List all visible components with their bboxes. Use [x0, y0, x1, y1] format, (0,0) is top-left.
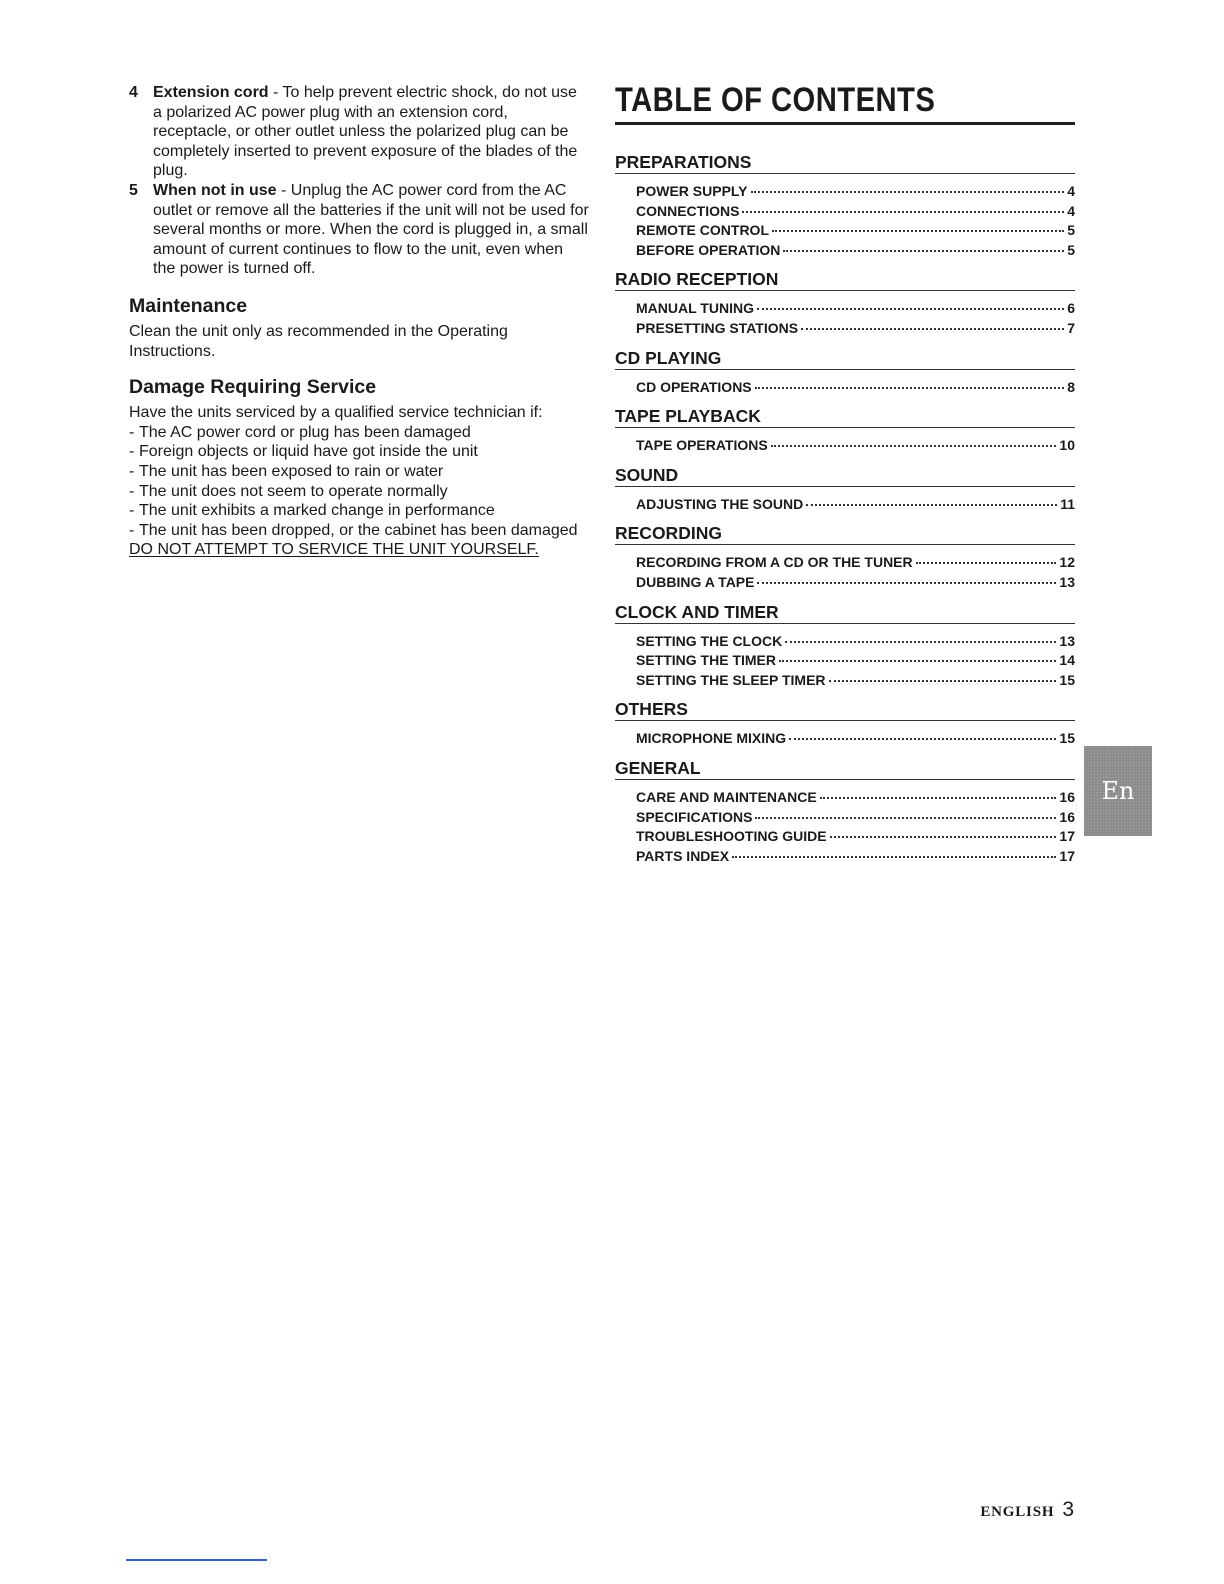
toc-entry-page: 13: [1059, 573, 1075, 590]
toc-entry: [636, 553, 1075, 573]
damage-heading: Damage Requiring Service: [129, 376, 377, 399]
toc-entry-list: [636, 378, 1075, 398]
toc-entry: [636, 436, 1075, 456]
toc-entry-page: 8: [1067, 378, 1075, 395]
toc-entry: [636, 788, 1075, 808]
toc-entry-label: TROUBLESHOOTING GUIDE: [636, 828, 827, 845]
toc-entry-page: 15: [1059, 671, 1075, 688]
dot-leader: [732, 856, 1056, 858]
toc-entry-list: [636, 299, 1075, 338]
toc-entry-page: 14: [1059, 652, 1075, 669]
toc-section-heading: TAPE PLAYBACK: [615, 405, 1075, 428]
toc-entry-page: 6: [1067, 300, 1075, 317]
dot-leader: [820, 797, 1057, 799]
toc-entry: [636, 182, 1075, 202]
toc-entry-label: RECORDING FROM A CD OR THE TUNER: [636, 554, 913, 571]
toc-entry-label: SPECIFICATIONS: [636, 808, 753, 825]
dot-leader: [779, 660, 1056, 662]
toc-entry: [636, 299, 1075, 319]
toc-title: TABLE OF CONTENTS: [615, 81, 936, 119]
toc-entry: [636, 847, 1075, 867]
toc-section: [615, 757, 1075, 866]
item-number: 5: [129, 181, 138, 199]
dot-leader: [801, 328, 1064, 330]
toc-entry-label: MICROPHONE MIXING: [636, 730, 787, 747]
dot-leader: [916, 562, 1057, 564]
toc-entry: [636, 221, 1075, 241]
toc-entry-label: BEFORE OPERATION: [636, 241, 781, 258]
toc-entry-page: 7: [1067, 319, 1075, 336]
toc-entry-page: 5: [1067, 222, 1075, 239]
toc-entry-label: REMOTE CONTROL: [636, 222, 769, 239]
toc-entry-page: 17: [1059, 828, 1075, 845]
toc-entry-list: [636, 632, 1075, 691]
toc-entry: [636, 729, 1075, 749]
list-item: - The unit exhibits a marked change in performance: [129, 501, 589, 521]
damage-intro: Have the units serviced by a qualified service technician if:: [129, 404, 543, 422]
toc-entry-page: 11: [1060, 495, 1075, 512]
toc-entry: [636, 651, 1075, 671]
toc-entry-list: [636, 729, 1075, 749]
toc-entry-page: 4: [1067, 183, 1075, 199]
dot-leader: [830, 836, 1057, 838]
toc-entry-list: [636, 436, 1075, 456]
item-term: Extension cord: [153, 84, 269, 101]
dot-leader: [772, 230, 1064, 232]
toc-section: [615, 347, 1075, 398]
safety-item-extension-cord: [129, 83, 589, 181]
toc-section-heading: CLOCK AND TIMER: [615, 601, 1075, 624]
toc-entry-label: CD OPERATIONS: [636, 378, 752, 395]
toc-entry: [636, 632, 1075, 652]
bottom-divider: [126, 1559, 267, 1561]
dot-leader: [771, 445, 1057, 447]
toc-section: [615, 698, 1075, 749]
page-footer: [980, 1498, 1074, 1522]
toc-entry-page: 16: [1059, 808, 1075, 825]
title-rule: [615, 122, 1075, 125]
toc-sections: [615, 151, 1075, 866]
toc-section-heading: CD PLAYING: [615, 347, 1075, 370]
dot-leader: [789, 738, 1056, 740]
toc-section: [615, 151, 1075, 260]
toc-entry-list: [636, 553, 1075, 592]
dot-leader: [806, 504, 1057, 506]
toc-entry: [636, 671, 1075, 691]
toc-section-heading: PREPARATIONS: [615, 151, 1075, 174]
item-text: - To help prevent electric shock, do not use a polarized AC power plug with an extension cord, receptacle, or other outlet unless the polarized plug can be completely inserted to prevent exposure of the blades of the plug.: [153, 84, 578, 180]
safety-item-when-not-in-use: [129, 181, 589, 279]
table-of-contents: [615, 80, 1075, 866]
toc-entry-page: 17: [1059, 847, 1075, 864]
damage-list: [129, 423, 589, 541]
toc-entry-page: 13: [1059, 632, 1075, 649]
toc-section: [615, 464, 1075, 515]
toc-entry: [636, 573, 1075, 593]
toc-entry: [636, 495, 1075, 515]
toc-entry-page: 10: [1059, 437, 1075, 454]
toc-entry: [636, 378, 1075, 398]
toc-entry-list: [636, 182, 1075, 260]
toc-entry-label: SETTING THE TIMER: [636, 652, 776, 669]
dot-leader: [783, 250, 1064, 252]
toc-entry: [636, 827, 1075, 847]
item-text: - Unplug the AC power cord from the AC outlet or remove all the batteries if the unit will not be used for several months or more. When the cord is plugged in, a small amount of current continues to flow to the unit, even when the power is turned off.: [153, 181, 589, 278]
toc-entry-label: SETTING THE SLEEP TIMER: [636, 671, 826, 688]
list-item: - The unit does not seem to operate normally: [129, 482, 589, 502]
toc-entry-page: 16: [1059, 788, 1075, 805]
toc-section-heading: RADIO RECEPTION: [615, 268, 1075, 291]
dot-leader: [757, 308, 1064, 310]
dot-leader: [755, 387, 1065, 389]
toc-entry-label: CONNECTIONS: [636, 202, 740, 219]
dot-leader: [742, 211, 1064, 213]
list-item: - The unit has been dropped, or the cabinet has been damaged: [129, 521, 589, 541]
toc-entry-list: [636, 788, 1075, 866]
page-number: 3: [1062, 1498, 1074, 1521]
toc-section-heading: GENERAL: [615, 757, 1075, 780]
maintenance-heading: Maintenance: [129, 294, 248, 317]
toc-section-heading: OTHERS: [615, 698, 1075, 721]
dot-leader: [755, 817, 1056, 819]
toc-entry: [636, 241, 1075, 261]
item-term: When not in use: [153, 181, 277, 199]
toc-section: [615, 405, 1075, 456]
toc-entry-list: [636, 495, 1075, 515]
dot-leader: [785, 641, 1056, 643]
toc-entry: [636, 808, 1075, 828]
list-item: - The unit has been exposed to rain or water: [129, 462, 589, 482]
language-tab-label: En: [1101, 777, 1135, 805]
item-number: 4: [129, 84, 138, 101]
toc-entry-page: 12: [1059, 554, 1075, 571]
dot-leader: [757, 582, 1056, 584]
toc-entry-label: PRESETTING STATIONS: [636, 319, 799, 336]
toc-entry-label: ADJUSTING THE SOUND: [636, 495, 804, 512]
dot-leader: [829, 680, 1057, 682]
toc-entry-label: PARTS INDEX: [636, 847, 730, 864]
toc-section: [615, 522, 1075, 592]
toc-entry-label: CARE AND MAINTENANCE: [636, 788, 817, 805]
toc-section: [615, 601, 1075, 691]
footer-language: ENGLISH: [980, 1504, 1055, 1520]
toc-entry: [636, 319, 1075, 339]
toc-section-heading: RECORDING: [615, 522, 1075, 545]
toc-section-heading: SOUND: [615, 464, 1075, 487]
language-tab: [1084, 746, 1152, 836]
toc-entry: [636, 202, 1075, 222]
maintenance-text: Clean the unit only as recommended in the Operating Instructions.: [129, 322, 508, 360]
list-item: - The AC power cord or plug has been damaged: [129, 423, 589, 443]
service-warning: DO NOT ATTEMPT TO SERVICE THE UNIT YOURSELF.: [129, 541, 539, 559]
dot-leader: [751, 191, 1065, 193]
toc-entry-page: 5: [1067, 241, 1075, 258]
toc-entry-page: 4: [1067, 202, 1075, 219]
toc-entry-label: SETTING THE CLOCK: [636, 632, 783, 649]
toc-entry-label: TAPE OPERATIONS: [636, 437, 768, 454]
toc-entry-label: MANUAL TUNING: [636, 300, 754, 317]
toc-entry-page: 15: [1059, 730, 1075, 747]
toc-entry-label: POWER SUPPLY: [636, 183, 748, 199]
safety-column: [129, 83, 589, 560]
toc-entry-label: DUBBING A TAPE: [636, 573, 755, 590]
list-item: - Foreign objects or liquid have got inside the unit: [129, 442, 589, 462]
toc-section: [615, 268, 1075, 338]
